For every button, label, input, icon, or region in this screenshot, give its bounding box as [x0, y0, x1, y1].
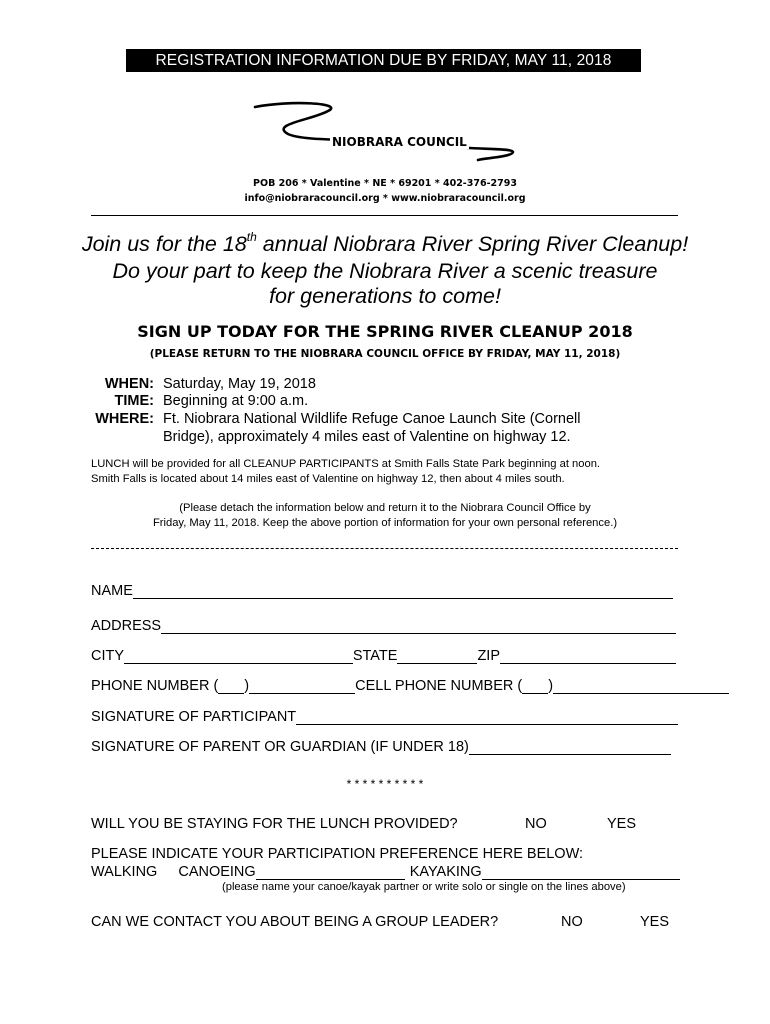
signup-title: SIGN UP TODAY FOR THE SPRING RIVER CLEANUP 2018: [137, 322, 633, 341]
kayaking-option[interactable]: KAYAKING: [409, 864, 482, 880]
headline-ordinal: th: [246, 230, 257, 244]
header-divider: [91, 215, 678, 216]
address-label: ADDRESS: [91, 618, 162, 634]
headline-text: Join us for the 18: [81, 232, 247, 257]
when-value: Saturday, May 19, 2018: [163, 376, 316, 392]
lunch-info-2: Smith Falls is located about 14 miles east of Valentine on highway 12, then about 4 miles south.: [91, 473, 565, 485]
address-field[interactable]: [161, 619, 676, 634]
address-row: [91, 618, 676, 634]
canoeing-partner-field[interactable]: [256, 865, 405, 880]
zip-label: ZIP: [477, 648, 500, 664]
lunch-question: WILL YOU BE STAYING FOR THE LUNCH PROVIDED?: [91, 816, 458, 832]
where-value-2: Bridge), approximately 4 miles east of Valentine on highway 12.: [163, 429, 571, 445]
group-leader-question: CAN WE CONTACT YOU ABOUT BEING A GROUP LEADER?: [91, 914, 499, 930]
name-label: NAME: [91, 583, 133, 599]
phone-row: [91, 678, 677, 694]
signature-row: [91, 709, 678, 725]
headline-line-1: [60, 232, 710, 257]
where-label: WHERE:: [95, 411, 154, 427]
contact-address: POB 206 * Valentine * NE * 69201 * 402-376-2793: [253, 178, 517, 189]
kayaking-partner-field[interactable]: [482, 865, 680, 880]
phone-paren: ): [244, 678, 250, 694]
cell-area-code-field[interactable]: [522, 679, 548, 694]
parent-signature-row: [91, 739, 671, 755]
deadline-banner: REGISTRATION INFORMATION DUE BY FRIDAY, MAY 11, 2018: [126, 49, 641, 72]
detach-line: [91, 548, 678, 549]
detach-note-2: Friday, May 11, 2018. Keep the above portion of information for your own personal reference.): [152, 517, 618, 529]
participation-row: [91, 864, 680, 880]
city-label: CITY: [91, 648, 125, 664]
headline-line-3: for generations to come!: [269, 284, 501, 308]
time-label: TIME:: [114, 393, 154, 409]
city-row: [91, 648, 676, 664]
signup-subtitle: (PLEASE RETURN TO THE NIOBRARA COUNCIL OFFICE BY FRIDAY, MAY 11, 2018): [149, 348, 621, 360]
cell-paren: ): [548, 678, 554, 694]
cell-phone-number-field[interactable]: [553, 679, 729, 694]
phone-number-field[interactable]: [249, 679, 355, 694]
zip-field[interactable]: [500, 649, 676, 664]
name-row: [91, 583, 673, 599]
logo-text: NIOBRARA COUNCIL: [332, 135, 467, 149]
headline-line-2: Do your part to keep the Niobrara River a scenic treasure: [112, 259, 658, 283]
participation-title: PLEASE INDICATE YOUR PARTICIPATION PREFERENCE HERE BELOW:: [91, 846, 584, 862]
leader-no-option[interactable]: NO: [561, 914, 583, 930]
headline-text-rest: annual Niobrara River Spring River Cleanup!: [256, 232, 689, 257]
lunch-no-option[interactable]: NO: [525, 816, 547, 832]
lunch-yes-option[interactable]: YES: [607, 816, 637, 832]
leader-yes-option[interactable]: YES: [640, 914, 670, 930]
state-field[interactable]: [397, 649, 477, 664]
participant-signature-field[interactable]: [296, 710, 678, 725]
time-value: Beginning at 9:00 a.m.: [163, 393, 309, 409]
river-swoosh-icon: [250, 98, 522, 170]
parent-signature-field[interactable]: [469, 740, 671, 755]
when-label: WHEN:: [104, 376, 154, 392]
parent-signature-label: SIGNATURE OF PARENT OR GUARDIAN (IF UNDER 18): [91, 739, 469, 755]
asterisk-separator: * * * * * * * * * *: [346, 777, 424, 791]
cell-phone-label: CELL PHONE NUMBER (: [355, 678, 523, 694]
signature-label: SIGNATURE OF PARTICIPANT: [91, 709, 297, 725]
canoeing-option[interactable]: CANOEING: [178, 864, 256, 880]
phone-label: PHONE NUMBER (: [91, 678, 219, 694]
city-field[interactable]: [124, 649, 353, 664]
walking-option[interactable]: WALKING: [91, 864, 158, 880]
detach-note-1: (Please detach the information below and return it to the Niobrara Council Office by: [179, 502, 591, 514]
where-value-1: Ft. Niobrara National Wildlife Refuge Canoe Launch Site (Cornell: [163, 411, 581, 427]
phone-area-code-field[interactable]: [218, 679, 244, 694]
participation-note: (please name your canoe/kayak partner or write solo or single on the lines above): [222, 881, 626, 893]
state-label: STATE: [352, 648, 398, 664]
lunch-info-1: LUNCH will be provided for all CLEANUP PARTICIPANTS at Smith Falls State Park beginning at noon.: [91, 458, 601, 470]
contact-web: info@niobraracouncil.org * www.niobraracouncil.org: [244, 193, 526, 204]
niobrara-council-logo: [250, 98, 522, 170]
name-field[interactable]: [133, 584, 673, 599]
